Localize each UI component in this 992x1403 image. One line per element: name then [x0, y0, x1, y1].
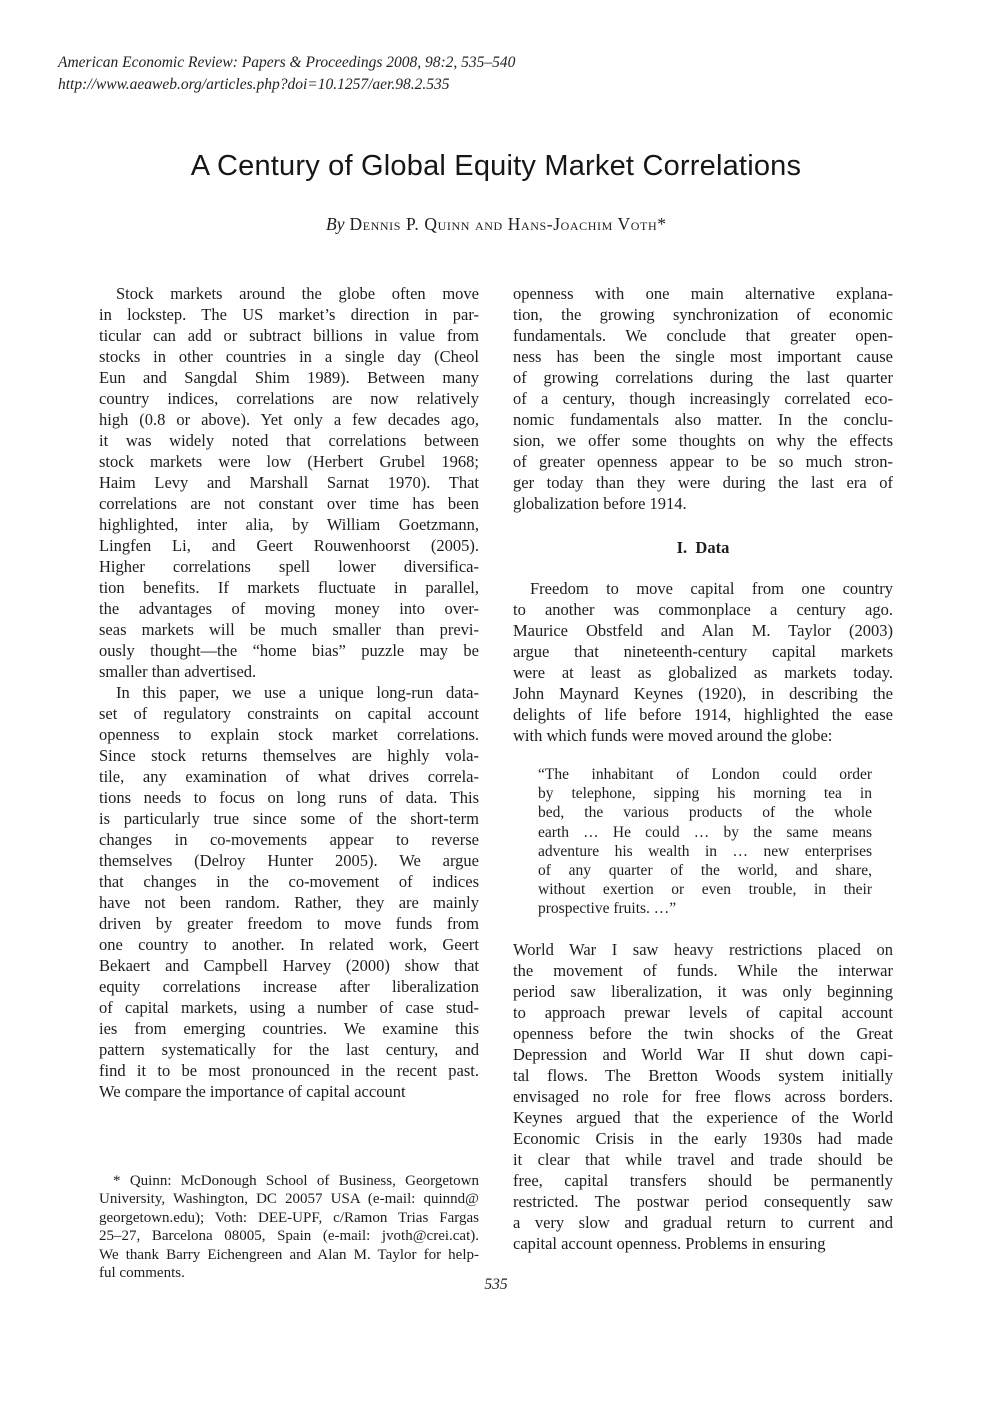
text-line: tal flows. The Bretton Woods system initially	[513, 1065, 893, 1085]
running-head	[58, 52, 515, 95]
text-line: tion benefits. If markets fluctuate in parallel,	[99, 578, 479, 597]
text-line: the movement of funds. While the interwar	[513, 960, 893, 980]
text-line: envisaged no role for free flows across borders.	[513, 1086, 893, 1106]
text-line: We compare the importance of capital account	[99, 1082, 406, 1101]
text-line: it was widely noted that correlations between	[99, 431, 479, 450]
text-line: one country to another. In related work, Geert	[99, 935, 479, 954]
text-line: highlighted, inter alia, by William Goetzmann,	[99, 515, 479, 534]
text-line: the advantages of moving money into over-	[99, 599, 479, 618]
text-line: themselves (Delroy Hunter 2005). We argue	[99, 851, 479, 870]
right-column	[513, 283, 893, 1282]
text-line: stocks in other countries in a single day (Cheol	[99, 347, 479, 366]
byline-authors: Dennis P. Quinn and Hans-Joachim Voth	[349, 214, 658, 234]
text-line: Haim Levy and Marshall Sarnat 1970). That	[99, 473, 479, 492]
text-line: openness before the twin shocks of the Great	[513, 1023, 893, 1043]
text-line: delights of life before 1914, highlighted the ease	[513, 705, 893, 724]
byline-footnote-marker: *	[657, 214, 666, 234]
keynes-quote	[538, 765, 872, 919]
text-line: 25–27, Barcelona 08005, Spain (e-mail: jvoth@crei.cat).	[99, 1228, 479, 1245]
text-line: ful comments.	[99, 1265, 185, 1282]
text-line: adventure his wealth in … new enterprises	[538, 842, 872, 860]
text-line: georgetown.edu); Voth: DEE-UPF, c/Ramon Trias Fargas	[99, 1209, 479, 1226]
text-line: were at least as globalized as markets today.	[513, 663, 893, 682]
text-line: fundamentals. We conclude that greater open-	[513, 326, 893, 345]
text-line: In this paper, we use a unique long-run data-	[116, 683, 479, 702]
author-footnote	[99, 1172, 479, 1282]
text-line: correlations are not constant over time has been	[99, 494, 479, 513]
text-line: it clear that while travel and trade should be	[513, 1149, 893, 1169]
text-line: by telephone, sipping his morning tea in	[538, 785, 872, 803]
text-line: tion, the growing synchronization of economic	[513, 305, 893, 324]
text-line: smaller than advertised.	[99, 662, 257, 681]
text-line: Eun and Sangdal Shim 1989). Between many	[99, 368, 479, 387]
text-line: ies from emerging countries. We examine this	[99, 1019, 479, 1038]
text-line: ness has been the single most important cause	[513, 347, 893, 366]
text-line: without exertion or even trouble, in their	[538, 881, 872, 899]
text-line: World War I saw heavy restrictions placed on	[513, 939, 893, 959]
text-line: changes in co-movements appear to reverse	[99, 830, 479, 849]
text-line: globalization before 1914.	[513, 494, 687, 513]
text-line: Depression and World War II shut down capi-	[513, 1044, 893, 1064]
text-line: with which funds were moved around the globe:	[513, 726, 833, 745]
text-line: * Quinn: McDonough School of Business, Georgetown	[113, 1173, 479, 1189]
text-line: argue that nineteenth-century capital markets	[513, 642, 893, 661]
text-line: Bekaert and Campbell Harvey (2000) show that	[99, 956, 479, 975]
text-line: capital account openness. Problems in ensuring	[513, 1233, 826, 1253]
text-line: of a century, though increasingly correlated eco-	[513, 389, 893, 408]
text-line: pattern systematically for the last century, and	[99, 1040, 479, 1059]
text-line: nomic fundamentals also matter. In the conclu-	[513, 410, 893, 429]
page-number: 535	[484, 1276, 508, 1293]
text-line: set of regulatory constraints on capital account	[99, 704, 479, 723]
text-line: University, Washington, DC 20057 USA (e-mail: quinnd@	[99, 1191, 479, 1208]
text-line: that changes in the co-movement of indices	[99, 872, 479, 891]
data-section-paragraph-1	[513, 578, 893, 746]
text-line: tile, any examination of what drives correla-	[99, 767, 479, 786]
section-heading-data: I. Data	[676, 538, 730, 557]
text-line: is particularly true since some of the short-term	[99, 809, 479, 828]
text-line: Higher correlations spell lower diversifica-	[99, 557, 479, 576]
text-line: restricted. The postwar period consequently saw	[513, 1191, 893, 1211]
text-line: in lockstep. The US market’s direction in par-	[99, 305, 479, 324]
text-line: Lingfen Li, and Geert Rouwenhoorst (2005).	[99, 536, 479, 555]
text-line: of any quarter of the world, and share,	[538, 862, 872, 880]
intro-paragraph-3	[513, 283, 893, 514]
text-line: ger today than they were during the last era of	[513, 473, 893, 492]
journal-citation: American Economic Review: Papers & Proceedings 2008, 98:2, 535–540	[58, 54, 516, 71]
text-line: tions needs to focus on long runs of data. This	[99, 788, 479, 807]
text-line: ticular can add or subtract billions in value from	[99, 326, 479, 345]
text-line: of growing correlations during the last quarter	[513, 368, 893, 387]
text-line: Economic Crisis in the early 1930s had made	[513, 1128, 893, 1148]
text-line: sion, we offer some thoughts on why the effects	[513, 431, 893, 450]
text-line: John Maynard Keynes (1920), in describing the	[513, 684, 893, 703]
text-line: seas markets will be much smaller than previ-	[99, 620, 479, 639]
text-line: prospective fruits. …”	[538, 900, 677, 918]
text-line: high (0.8 or above). Yet only a few decades ago,	[99, 410, 479, 429]
byline	[0, 214, 992, 235]
text-line: Freedom to move capital from one country	[530, 579, 893, 598]
text-line: Since stock returns themselves are highly vola-	[99, 746, 479, 765]
text-line: Maurice Obstfeld and Alan M. Taylor (2003)	[513, 621, 893, 640]
left-column	[99, 283, 479, 1282]
text-line: of capital markets, using a number of case stud-	[99, 998, 479, 1017]
text-line: free, capital transfers should be permanently	[513, 1170, 893, 1190]
intro-paragraph-1	[99, 283, 479, 682]
text-line: driven by greater freedom to move funds from	[99, 914, 479, 933]
text-line: ously thought—the “home bias” puzzle may be	[99, 641, 479, 660]
text-line: period saw liberalization, it was only beginning	[513, 981, 893, 1001]
text-line: a very slow and gradual return to current and	[513, 1212, 893, 1232]
text-line: equity correlations increase after liberalization	[99, 977, 479, 996]
text-line: Keynes argued that the experience of the World	[513, 1107, 893, 1127]
text-line: to another was commonplace a century ago.	[513, 600, 893, 619]
text-line: country indices, correlations are now relatively	[99, 389, 479, 408]
text-line: to approach prewar levels of capital account	[513, 1002, 893, 1022]
byline-by: By	[326, 214, 345, 234]
text-line: bed, the various products of the whole	[538, 804, 872, 822]
article-doi-url: http://www.aeaweb.org/articles.php?doi=10.1257/aer.98.2.535	[58, 75, 450, 93]
text-line: Stock markets around the globe often move	[116, 284, 479, 303]
article-title: A Century of Global Equity Market Correlations	[190, 150, 802, 182]
text-line: We thank Barry Eichengreen and Alan M. Taylor for help-	[99, 1246, 479, 1263]
data-section-paragraph-2	[513, 939, 893, 1254]
text-line: openness to explain stock market correlations.	[99, 725, 479, 744]
two-column-body	[99, 283, 893, 1282]
text-line: “The inhabitant of London could order	[538, 766, 872, 783]
text-line: stock markets were low (Herbert Grubel 1968;	[99, 452, 479, 471]
text-line: earth … He could … by the same means	[538, 823, 872, 841]
text-line: openness with one main alternative explana-	[513, 284, 893, 303]
intro-paragraph-2	[99, 682, 479, 1102]
text-line: of greater openness appear to be so much stron-	[513, 452, 893, 471]
text-line: have not been random. Rather, they are mainly	[99, 893, 479, 912]
text-line: find it to be most pronounced in the recent past.	[99, 1061, 479, 1080]
